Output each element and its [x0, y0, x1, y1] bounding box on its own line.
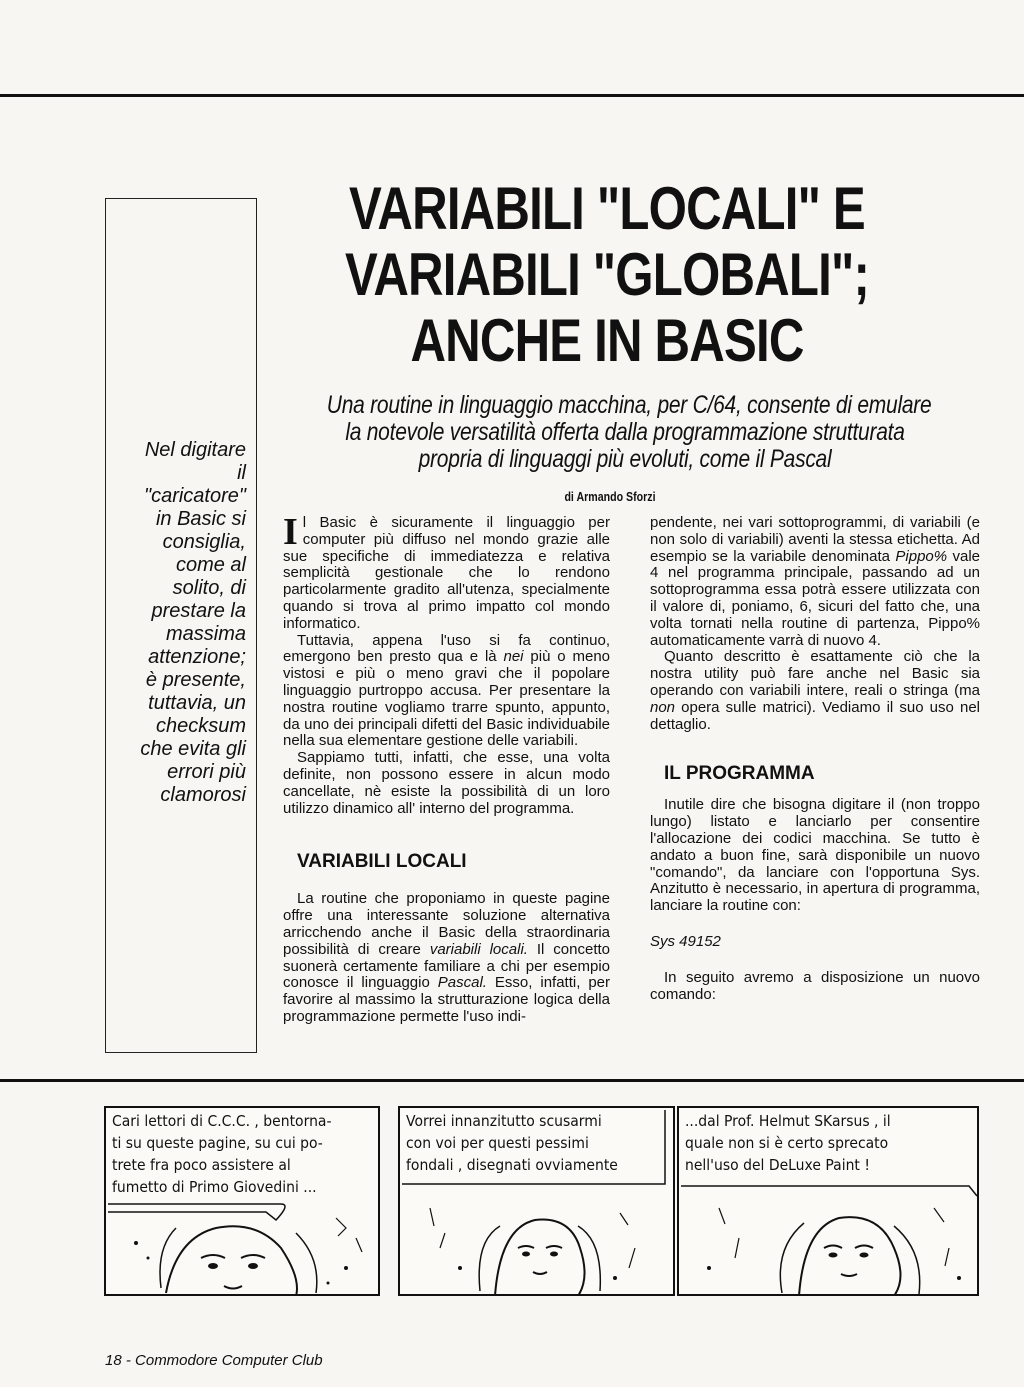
body-column-right: [650, 515, 980, 1003]
top-rule: [0, 94, 1024, 97]
speech-bubble-3: ...dal Prof. Helmut SKarsus , il quale non si è certo sprecato nell'uso del DeLuxe Paint !: [685, 1112, 891, 1174]
headline-line-3: ANCHE IN BASIC: [410, 307, 804, 374]
paragraph: Inutile dire che bisogna digitare il (non troppo lungo) listato e lanciarlo per consentire l'allocazione dei codici macchina. Se tutto è andato a buon fine, sarà disponibile un nuovo "comando", da lanciare con l'opportuna Sys. Anzitutto è necessario, in apertura di programma, lanciare la routine con:: [650, 796, 980, 915]
drop-cap: I: [283, 511, 298, 553]
speech-bubble-2: Vorrei innanzitutto scusarmi con voi per questi pessimi fondali , disegnati ovviamente: [406, 1112, 618, 1174]
headline-line-2: VARIABILI "GLOBALI";: [344, 241, 870, 308]
paragraph: In seguito avremo a disposizione un nuovo comando:: [650, 968, 980, 1003]
paragraph: pendente, nei vari sottoprogrammi, di variabili (e non solo di variabili) aventi la stessa etichetta. Ad esempio se la variabile denominata Pippo% vale 4 nel programma principale, passando ad un sottoprogramma essa potrà essere utilizzata con il valore di, poniamo, 6, sicuri del fatto che, una volta tornati nella routine di partenza, Pippo% automaticamente varrà di nuovo 4.: [650, 514, 980, 649]
comic-divider-rule: [0, 1079, 1024, 1082]
code-line: Sys 49152: [650, 932, 721, 950]
section-heading-il-programma: IL PROGRAMMA: [664, 763, 815, 785]
intro-paragraph: Il Basic è sicuramente il linguaggio per computer più diffuso nel mondo grazie alle sue specifiche di immediatezza e relativa semplicità gestionale che lo rendono particolarmente gradito all'utenza, specialmente quando si trova al primo impatto col mondo informatico.: [283, 511, 610, 632]
subtitle-line-2: la notevole versatilità offerta dalla programmazione strutturata: [345, 418, 905, 446]
headline-line-1: VARIABILI "LOCALI" E: [349, 175, 865, 242]
comic-panel-1: [104, 1106, 380, 1296]
article-headline: [324, 176, 890, 374]
paragraph: Quanto descritto è esattamente ciò che la nostra utility può fare anche nel Basic sia operando con variabili intere, reali o stringa (ma non opera sulle matrici). Vediamo il suo uso nel dettaglio.: [650, 648, 980, 733]
body-column-left: [283, 511, 611, 1026]
paragraph: Tuttavia, appena l'uso si fa continuo, emergono ben presto qua e là nei più o meno vistosi e più o meno gravi che il popolare linguaggio purtroppo accusa. Per presentare la nostra routine vogliamo trarre spunto, appunto, da uno dei principali difetti del Basic individuabile nella sua elementare gestione delle variabili.: [283, 631, 611, 750]
page-footer: 18 - Commodore Computer Club: [105, 1352, 323, 1369]
paragraph: La routine che proponiamo in queste pagine offre una interessante soluzione alternativa arricchendo anche il Basic della straordinaria possibilità di creare variabili locali. Il concetto suonerà certamente familiare a chi per esempio conosce il linguaggio Pascal. Esso, infatti, per favorire al massimo la strutturazione logica della programmazione permette l'uso indi-: [283, 890, 611, 1025]
section-heading-variabili-locali: VARIABILI LOCALI: [297, 851, 467, 873]
comic-panel-2: [398, 1106, 675, 1296]
subtitle-line-1: Una routine in linguaggio macchina, per C/64, consente di emulare: [326, 391, 932, 419]
byline: di Armando Sforzi: [564, 490, 656, 504]
article-subtitle: [326, 391, 932, 473]
subtitle-line-3: propria di linguaggi più evoluti, come il Pascal: [418, 445, 832, 473]
comic-panel-3: [677, 1106, 979, 1296]
speech-bubble-1: Cari lettori di C.C.C. , bentorna- ti su queste pagine, su cui po- trete fra poco assistere al fumetto di Primo Giovedini ...: [112, 1112, 332, 1196]
sidebar-box: [105, 198, 257, 1053]
sidebar-note: Nel digitare il "caricatore" in Basic si consiglia, come al solito, di prestare la massima attenzione; è presente, tuttavia, un checksum che evita gli errori più clamorosi: [140, 439, 246, 806]
paragraph: Sappiamo tutti, infatti, che esse, una volta definite, non possono essere in alcun modo cancellate, nè esiste la possibilità di un loro utilizzo dinamico all' interno del programma.: [283, 749, 610, 817]
